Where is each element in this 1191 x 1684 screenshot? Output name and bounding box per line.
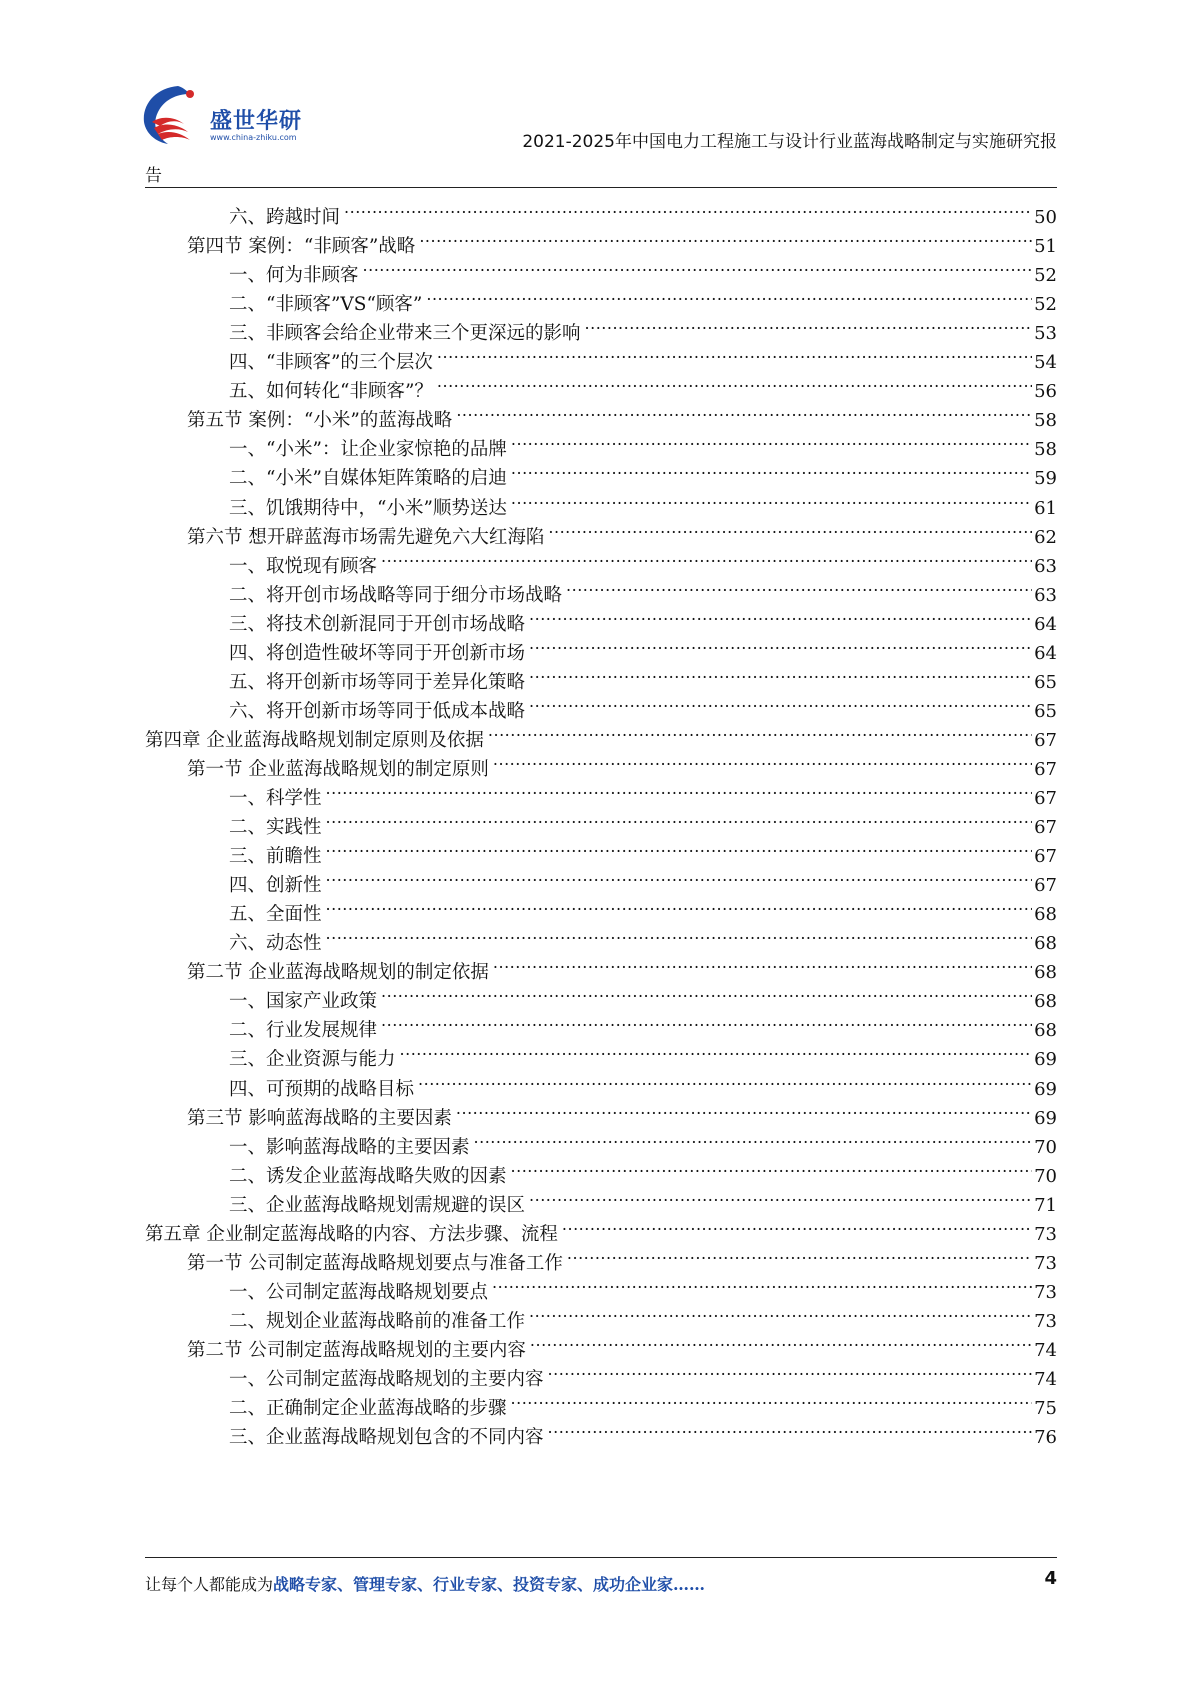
logo-url: www.china-zhiku.com xyxy=(210,133,297,142)
toc-entry[interactable] xyxy=(229,1267,1057,1303)
toc-entry[interactable] xyxy=(229,1064,1057,1100)
toc-leader-dots xyxy=(493,744,1032,775)
toc-leader-dots xyxy=(488,715,1032,746)
toc-leader-dots xyxy=(426,279,1032,310)
toc-entry[interactable] xyxy=(229,424,1057,461)
toc-entry[interactable] xyxy=(229,308,1057,345)
toc-leader-dots xyxy=(493,947,1032,978)
toc-entry-label: 二、“非顾客”VS“顾客” xyxy=(229,294,423,316)
logo-name: 盛世华研 xyxy=(210,109,303,134)
toc-entry-page: 68 xyxy=(1034,991,1057,1013)
toc-leader-dots xyxy=(400,1034,1033,1065)
toc-entry[interactable] xyxy=(229,1296,1057,1332)
toc-entry[interactable] xyxy=(229,337,1057,374)
toc-entry-label: 一、国家产业政策 xyxy=(229,991,378,1013)
toc-entry-page: 68 xyxy=(1034,933,1057,955)
toc-leader-dots xyxy=(529,657,1032,688)
toc-leader-dots xyxy=(418,1064,1032,1095)
footer-slogan xyxy=(145,1572,705,1595)
footer-divider xyxy=(145,1557,1057,1558)
toc-leader-dots xyxy=(511,453,1032,484)
toc-entry-label: 第三节 影响蓝海战略的主要因素 xyxy=(187,1107,452,1129)
page-number: 4 xyxy=(1044,1568,1057,1589)
toc-entry-page: 67 xyxy=(1034,875,1057,897)
toc-entry-label: 三、饥饿期待中，“小米”顺势送达 xyxy=(229,497,507,519)
toc-leader-dots xyxy=(529,628,1032,659)
toc-entry-page: 52 xyxy=(1034,265,1057,287)
toc-entry-label: 一、何为非顾客 xyxy=(229,265,359,287)
toc-entry-label: 一、“小米”：让企业家惊艳的品牌 xyxy=(229,439,507,461)
toc-entry-label: 一、公司制定蓝海战略规划要点 xyxy=(229,1281,489,1303)
toc-leader-dots xyxy=(381,1005,1032,1036)
toc-entry[interactable] xyxy=(229,686,1057,722)
toc-entry[interactable] xyxy=(229,1354,1057,1390)
toc-leader-dots xyxy=(437,366,1032,397)
toc-leader-dots xyxy=(326,889,1033,920)
toc-entry[interactable] xyxy=(187,1325,1057,1361)
toc-entry-label: 五、如何转化“非顾客”？ xyxy=(229,381,433,403)
footer-slogan-highlight: 战略专家、管理专家、行业专家、投资专家、成功企业家…… xyxy=(273,1575,706,1594)
toc-entry[interactable] xyxy=(187,947,1057,984)
toc-entry[interactable] xyxy=(229,802,1057,839)
toc-entry-page: 54 xyxy=(1034,352,1057,374)
toc-entry-label: 第二节 公司制定蓝海战略规划的主要内容 xyxy=(187,1339,526,1361)
toc-leader-dots xyxy=(326,860,1033,891)
toc-entry-page: 68 xyxy=(1034,1020,1057,1042)
toc-entry-label: 六、将开创新市场等同于低成本战略 xyxy=(229,700,526,722)
toc-entry-page: 70 xyxy=(1034,1165,1057,1187)
toc-leader-dots xyxy=(529,686,1032,717)
toc-entry-label: 一、科学性 xyxy=(229,788,322,809)
toc-leader-dots xyxy=(529,599,1032,630)
toc-entry-label: 第二节 企业蓝海战略规划的制定依据 xyxy=(187,962,489,984)
header-divider xyxy=(145,187,1057,188)
toc-entry-page: 50 xyxy=(1034,207,1057,228)
toc-entry-label: 三、前瞻性 xyxy=(229,846,322,868)
toc-entry-page: 62 xyxy=(1034,526,1057,548)
toc-entry[interactable] xyxy=(229,976,1057,1013)
toc-entry-page: 71 xyxy=(1034,1194,1057,1216)
toc-entry-page: 63 xyxy=(1034,555,1057,577)
toc-entry-page: 69 xyxy=(1034,1078,1057,1100)
toc-leader-dots xyxy=(456,1093,1032,1124)
toc-entry-page: 68 xyxy=(1034,962,1057,984)
toc-leader-dots xyxy=(381,541,1032,572)
toc-entry-page: 65 xyxy=(1034,671,1057,693)
toc-entry-page: 52 xyxy=(1034,294,1057,316)
toc-entry[interactable] xyxy=(229,453,1057,490)
report-title xyxy=(145,125,1057,186)
toc-leader-dots xyxy=(456,395,1032,426)
toc-entry-label: 三、企业资源与能力 xyxy=(229,1049,396,1071)
toc-entry[interactable] xyxy=(145,1209,1057,1245)
toc-entry[interactable] xyxy=(229,831,1057,868)
toc-leader-dots xyxy=(511,483,1032,514)
toc-entry-page: 58 xyxy=(1034,410,1057,432)
toc-entry-label: 一、影响蓝海战略的主要因素 xyxy=(229,1136,470,1158)
toc-entry[interactable] xyxy=(229,657,1057,693)
toc-leader-dots xyxy=(548,1354,1033,1385)
toc-entry[interactable] xyxy=(229,250,1057,287)
toc-entry-label: 二、规划企业蓝海战略前的准备工作 xyxy=(229,1310,526,1332)
toc-entry-label: 二、“小米”自媒体矩阵策略的启迪 xyxy=(229,468,507,490)
toc-entry-label: 六、跨越时间 xyxy=(229,207,341,228)
toc-entry-label: 四、将创造性破坏等同于开创新市场 xyxy=(229,642,526,664)
toc-entry[interactable] xyxy=(187,512,1057,548)
toc-entry-page: 64 xyxy=(1034,613,1057,635)
toc-entry-page: 68 xyxy=(1034,904,1057,926)
toc-entry-page: 69 xyxy=(1034,1107,1057,1129)
toc-leader-dots xyxy=(326,773,1033,804)
toc-leader-dots xyxy=(566,570,1032,601)
toc-entry-label: 二、正确制定企业蓝海战略的步骤 xyxy=(229,1398,507,1420)
toc-leader-dots xyxy=(548,1412,1033,1443)
toc-entry-label: 三、非顾客会给企业带来三个更深远的影响 xyxy=(229,323,581,345)
toc-entry-label: 一、公司制定蓝海战略规划的主要内容 xyxy=(229,1369,544,1390)
toc-entry-label: 第五节 案例：“小米”的蓝海战略 xyxy=(187,410,453,432)
toc-entry[interactable] xyxy=(229,1180,1057,1216)
toc-leader-dots xyxy=(474,1122,1033,1153)
toc-entry-page: 74 xyxy=(1034,1339,1057,1361)
toc-leader-dots xyxy=(511,1383,1033,1414)
toc-entry-page: 74 xyxy=(1034,1369,1057,1390)
toc-entry[interactable] xyxy=(229,1412,1057,1449)
report-title-line1: 2021-2025年中国电力工程施工与设计行业蓝海战略制定与实施研究报 xyxy=(522,132,1057,152)
toc-entry-label: 第四节 案例：“非顾客”战略 xyxy=(187,236,416,258)
toc-entry[interactable] xyxy=(229,773,1057,809)
toc-entry[interactable] xyxy=(229,918,1057,955)
toc-entry-page: 73 xyxy=(1034,1223,1057,1245)
toc-entry-page: 73 xyxy=(1034,1281,1057,1303)
toc-entry-page: 56 xyxy=(1034,381,1057,403)
toc-entry[interactable] xyxy=(187,1093,1057,1129)
toc-leader-dots xyxy=(567,1238,1032,1269)
toc-entry[interactable] xyxy=(229,889,1057,926)
toc-entry[interactable] xyxy=(229,279,1057,316)
toc-entry-label: 第五章 企业制定蓝海战略的内容、方法步骤、流程 xyxy=(145,1223,558,1245)
toc-entry-page: 70 xyxy=(1034,1136,1057,1158)
toc-entry[interactable] xyxy=(229,628,1057,664)
toc-entry-label: 三、企业蓝海战略规划包含的不同内容 xyxy=(229,1427,544,1449)
toc-entry-page: 63 xyxy=(1034,584,1057,606)
toc-entry-page: 75 xyxy=(1034,1398,1057,1420)
toc-leader-dots xyxy=(363,250,1033,281)
toc-leader-dots xyxy=(511,1151,1033,1182)
toc-entry-label: 第一节 企业蓝海战略规划的制定原则 xyxy=(187,758,489,780)
toc-entry[interactable] xyxy=(229,599,1057,635)
toc-entry[interactable] xyxy=(187,744,1057,780)
toc-leader-dots xyxy=(530,1325,1032,1356)
toc-entry-page: 67 xyxy=(1034,817,1057,839)
toc-entry-page: 67 xyxy=(1034,846,1057,868)
toc-entry[interactable] xyxy=(229,1005,1057,1042)
toc-entry-page: 58 xyxy=(1034,439,1057,461)
toc-entry-page: 61 xyxy=(1034,497,1057,519)
toc-entry-page: 73 xyxy=(1034,1252,1057,1274)
toc-entry-page: 76 xyxy=(1034,1427,1057,1449)
toc-entry-label: 二、将开创市场战略等同于细分市场战略 xyxy=(229,584,563,606)
toc-entry-label: 第四章 企业蓝海战略规划制定原则及依据 xyxy=(145,729,484,751)
toc-entry-page: 67 xyxy=(1034,729,1057,751)
toc-leader-dots xyxy=(419,221,1032,252)
toc-entry-page: 65 xyxy=(1034,700,1057,722)
toc-leader-dots xyxy=(326,802,1033,833)
toc-entry-page: 67 xyxy=(1034,788,1057,809)
toc-entry-label: 二、诱发企业蓝海战略失败的因素 xyxy=(229,1165,507,1187)
toc-leader-dots xyxy=(437,337,1032,368)
toc-leader-dots xyxy=(326,918,1033,949)
toc-entry[interactable] xyxy=(187,395,1057,432)
toc-entry[interactable] xyxy=(229,1122,1057,1158)
toc-entry-label: 第一节 公司制定蓝海战略规划要点与准备工作 xyxy=(187,1252,563,1274)
toc-entry[interactable] xyxy=(145,715,1057,751)
toc-entry-label: 四、创新性 xyxy=(229,875,322,897)
toc-entry-label: 四、“非顾客”的三个层次 xyxy=(229,352,433,374)
toc-entry[interactable] xyxy=(229,860,1057,897)
toc-entry-label: 四、可预期的战略目标 xyxy=(229,1078,415,1100)
toc-leader-dots xyxy=(326,831,1033,862)
toc-leader-dots xyxy=(492,1267,1032,1298)
report-title-line2: 告 xyxy=(145,166,162,186)
toc-entry-label: 一、取悦现有顾客 xyxy=(229,555,378,577)
toc-entry[interactable] xyxy=(229,1034,1057,1071)
toc-entry-page: 51 xyxy=(1034,236,1057,258)
toc-entry[interactable] xyxy=(229,483,1057,519)
toc-entry[interactable] xyxy=(229,1151,1057,1187)
toc-entry[interactable] xyxy=(187,221,1057,258)
toc-entry-label: 六、动态性 xyxy=(229,933,322,955)
toc-entry-label: 二、实践性 xyxy=(229,817,322,839)
toc-entry-page: 64 xyxy=(1034,642,1057,664)
footer-slogan-prefix: 让每个人都能成为 xyxy=(145,1575,274,1594)
toc-leader-dots xyxy=(548,512,1032,543)
toc-entry-label: 二、行业发展规律 xyxy=(229,1020,378,1042)
toc-entry-label: 三、将技术创新混同于开创市场战略 xyxy=(229,613,526,635)
toc-leader-dots xyxy=(529,1296,1032,1327)
toc-entry-page: 53 xyxy=(1034,323,1057,345)
toc-entry-label: 五、全面性 xyxy=(229,904,322,926)
toc-leader-dots xyxy=(344,192,1032,223)
toc-entry[interactable] xyxy=(229,541,1057,577)
toc-entry-label: 第六节 想开辟蓝海市场需先避免六大红海陷 xyxy=(187,526,545,548)
toc-entry[interactable] xyxy=(229,192,1057,228)
toc-leader-dots xyxy=(585,308,1033,339)
toc-leader-dots xyxy=(529,1180,1032,1211)
toc-entry[interactable] xyxy=(229,1383,1057,1420)
toc-entry-page: 67 xyxy=(1034,758,1057,780)
toc-entry[interactable] xyxy=(229,570,1057,606)
toc-entry-label: 三、企业蓝海战略规划需规避的误区 xyxy=(229,1194,526,1216)
toc-entry-page: 59 xyxy=(1034,468,1057,490)
toc-entry-page: 69 xyxy=(1034,1049,1057,1071)
toc-leader-dots xyxy=(511,424,1032,455)
toc-entry[interactable] xyxy=(229,366,1057,403)
toc-leader-dots xyxy=(381,976,1032,1007)
toc-entry[interactable] xyxy=(187,1238,1057,1274)
toc-entry-page: 73 xyxy=(1034,1310,1057,1332)
toc-leader-dots xyxy=(562,1209,1032,1240)
toc-entry-label: 五、将开创新市场等同于差异化策略 xyxy=(229,671,526,693)
